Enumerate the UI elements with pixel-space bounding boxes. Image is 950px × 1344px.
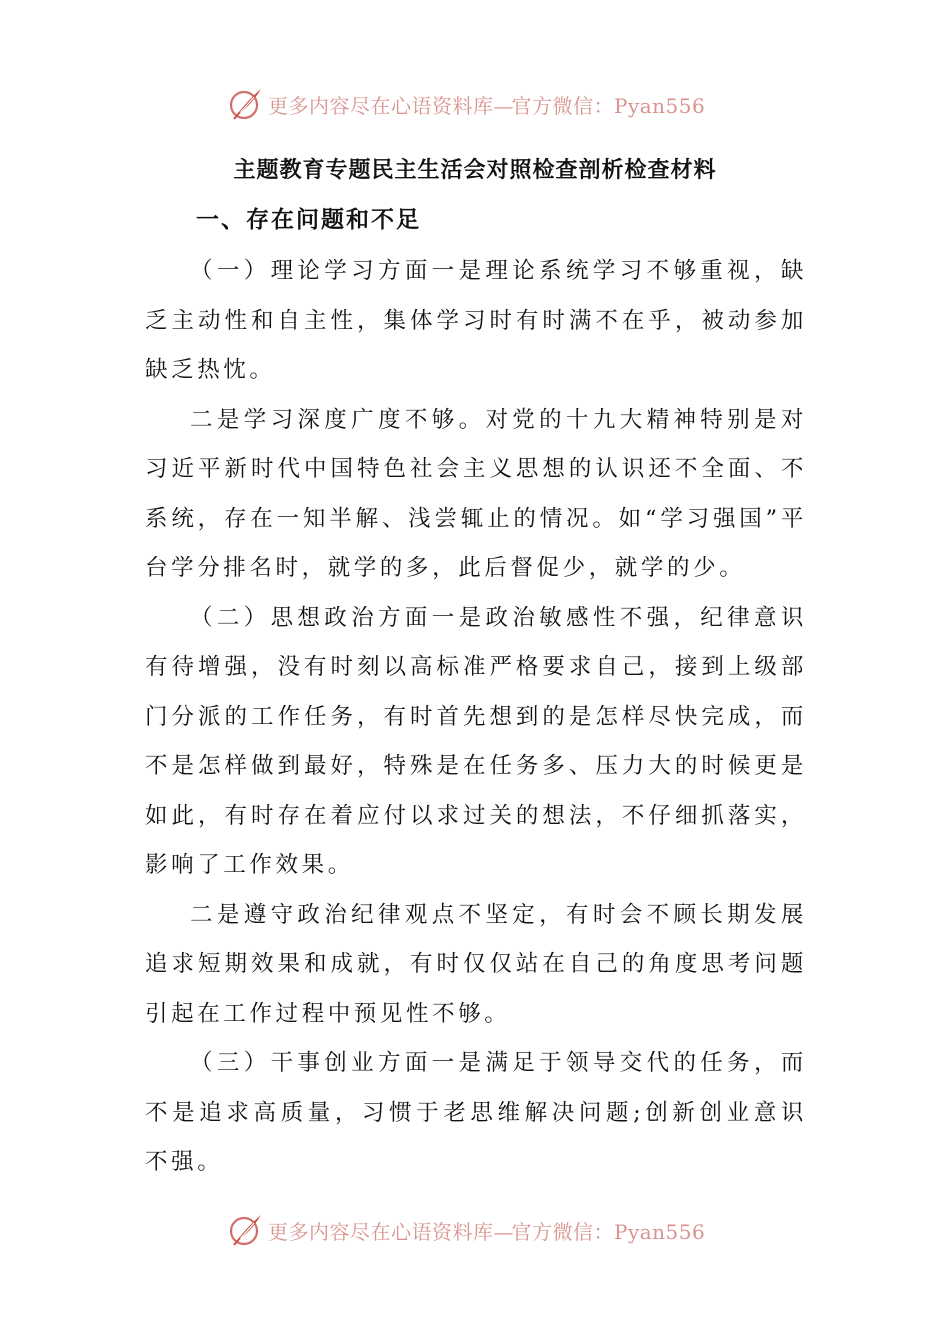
watermark-wechat-id: Pyan556	[614, 93, 706, 118]
section-heading: 一、存在问题和不足	[196, 207, 421, 233]
watermark-contact-label: 官方微信：	[511, 1219, 614, 1244]
watermark-main-text: 更多内容尽在心语资料库	[268, 1219, 494, 1244]
document-body	[145, 247, 807, 1188]
watermark-main-text: 更多内容尽在心语资料库	[268, 93, 494, 118]
watermark-text	[268, 1216, 705, 1245]
footer-watermark	[228, 1210, 748, 1250]
watermark-text	[268, 90, 705, 119]
watermark-dash: —	[493, 1219, 512, 1244]
quill-pen-logo-icon	[228, 1212, 264, 1248]
watermark-contact-label: 官方微信：	[511, 93, 614, 118]
watermark-dash: —	[493, 93, 512, 118]
document-title: 主题教育专题民主生活会对照检查剖析检查材料	[233, 158, 717, 183]
paragraph: 二是学习深度广度不够。对党的十九大精神特别是对习近平新时代中国特色社会主义思想的认识还不全面、不系统，存在一知半解、浅尝辄止的情况。如“学习强国”平台学分排名时，就学的多，此后督促少，就学的少。	[145, 406, 807, 581]
watermark-wechat-id: Pyan556	[614, 1219, 706, 1244]
header-watermark	[228, 84, 748, 124]
paragraph: 二是遵守政治纪律观点不坚定，有时会不顾长期发展追求短期效果和成就，有时仅仅站在自己的角度思考问题引起在工作过程中预见性不够。	[145, 901, 807, 1027]
paragraph: （二）思想政治方面一是政治敏感性不强，纪律意识有待增强，没有时刻以高标准严格要求自己，接到上级部门分派的工作任务，有时首先想到的是怎样尽快完成，而不是怎样做到最好，特殊是在任务多、压力大的时候更是如此，有时存在着应付以求过关的想法，不仔细抓落实，影响了工作效果。	[145, 604, 807, 878]
paragraph: （三）干事创业方面一是满足于领导交代的任务，而不是追求高质量，习惯于老思维解决问题;创新创业意识不强。	[145, 1050, 807, 1175]
quill-pen-logo-icon	[228, 86, 264, 122]
paragraph: （一）理论学习方面一是理论系统学习不够重视，缺乏主动性和自主性，集体学习时有时满不在乎，被动参加缺乏热忱。	[145, 258, 807, 383]
